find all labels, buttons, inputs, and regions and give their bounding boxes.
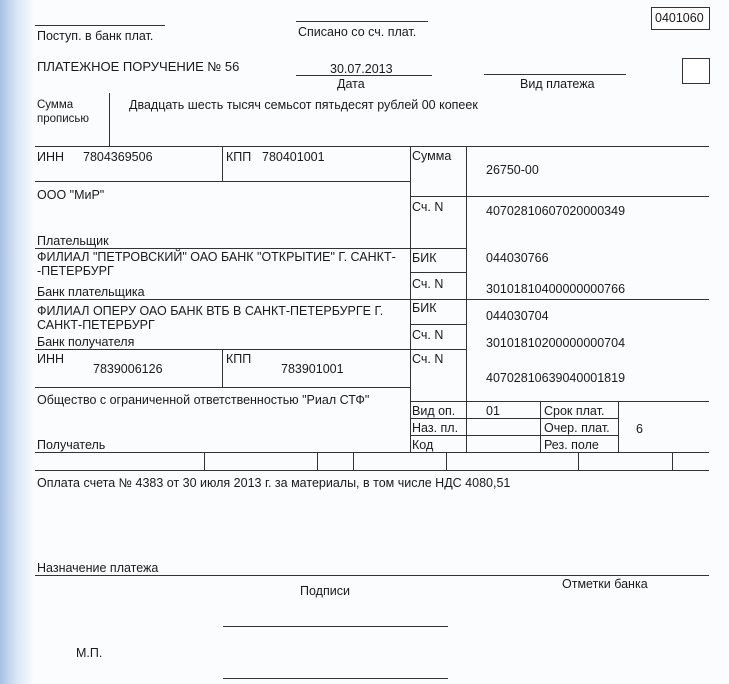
payee-role-label: Получатель (37, 438, 106, 452)
payer-bank-name: ФИЛИАЛ "ПЕТРОВСКИЙ" ОАО БАНК "ОТКРЫТИЕ" Г. САНКТ- -ПЕТЕРБУРГ (37, 250, 396, 278)
grid-line (410, 435, 618, 436)
sum-value: 26750-00 (486, 163, 539, 177)
signature-line-1 (223, 626, 448, 627)
payer-kpp: 780401001 (262, 150, 325, 164)
tax-field-divider (446, 452, 447, 470)
payer-role-label: Плательщик (37, 234, 109, 248)
payer-corr-account-label: Сч. N (412, 277, 444, 291)
payment-type-line (484, 74, 626, 75)
page-title: ПЛАТЕЖНОЕ ПОРУЧЕНИЕ № 56 (37, 59, 240, 74)
payer-corr-account: 30101810400000000766 (486, 282, 626, 296)
reserve-label: Рез. поле (544, 438, 599, 452)
payee-bank-name: ФИЛИАЛ ОПЕРУ ОАО БАНК ВТБ В САНКТ-ПЕТЕРБУРГЕ Г. САНКТ-ПЕТЕРБУРГ (37, 304, 384, 332)
grid-line (410, 196, 709, 197)
stamp-label: М.П. (76, 646, 103, 660)
payee-bik-label: БИК (412, 301, 437, 315)
payment-type-box (682, 58, 710, 84)
op-type: 01 (486, 404, 500, 418)
amount-words-label: Сумма (37, 99, 74, 111)
payer-bik-label: БИК (412, 251, 437, 265)
payee-inn: 7839006126 (93, 362, 163, 376)
payer-account-label: Сч. N (412, 200, 444, 214)
date-label: Дата (337, 77, 365, 91)
sum-label: Сумма (412, 149, 452, 163)
document-date: 30.07.2013 (330, 62, 393, 76)
priority-value: 6 (636, 422, 643, 436)
payee-corr-account-label: Сч. N (412, 328, 444, 342)
payer-inn: 7804369506 (83, 150, 153, 164)
payer-bank-label: Банк плательщика (37, 285, 145, 299)
grid-line (410, 272, 466, 273)
amount-words-divider (109, 93, 110, 146)
form-code: 0401060 (655, 11, 704, 25)
tax-field-divider (672, 452, 673, 470)
tax-field-divider (578, 452, 579, 470)
grid-line (35, 181, 410, 182)
op-type-label: Вид оп. (412, 404, 456, 418)
grid-line (35, 452, 709, 453)
payer-inn-label: ИНН (37, 150, 65, 164)
payer-name: ООО "МиР" (37, 188, 105, 202)
payee-bik: 044030704 (486, 309, 549, 323)
bank-marks-label: Отметки банка (562, 577, 648, 591)
codes-divider-2 (618, 401, 619, 452)
payee-account-label: Сч. N (412, 352, 444, 366)
grid-line (35, 470, 709, 471)
tax-field-divider (353, 452, 354, 470)
signature-line-2 (223, 678, 448, 679)
payee-account: 40702810639040001819 (486, 371, 626, 385)
payer-kpp-label: КПП (226, 150, 252, 164)
purpose-label: Назначение платежа (37, 561, 159, 575)
payee-inn-label: ИНН (37, 352, 65, 366)
payee-name: Общество с ограниченной ответственностью "Риал СТФ" (37, 393, 370, 407)
date-line (296, 75, 432, 76)
grid-line (35, 299, 709, 300)
grid-line (35, 349, 466, 350)
amount-words-label-2: прописью (37, 113, 90, 125)
purpose-code-label: Наз. пл. (412, 421, 459, 435)
tax-field-divider (204, 452, 205, 470)
payer-kpp-divider (222, 146, 223, 181)
payer-bik: 044030766 (486, 251, 549, 265)
purpose-line (35, 575, 709, 576)
payee-kpp-label: КПП (226, 352, 252, 366)
payee-bank-label: Банк получателя (37, 335, 135, 349)
debited-label: Списано со сч. плат. (298, 25, 417, 39)
grid-line (35, 146, 709, 147)
received-line (35, 25, 165, 26)
grid-line (410, 401, 709, 402)
priority-label: Очер. плат. (544, 421, 610, 435)
payee-kpp: 783901001 (281, 362, 344, 376)
signatures-label: Подписи (300, 584, 350, 598)
debited-line (296, 21, 428, 22)
tax-field-divider (317, 452, 318, 470)
purpose-text: Оплата счета № 4383 от 30 июля 2013 г. за материалы, в том числе НДС 4080,51 (37, 476, 511, 490)
payment-type-label: Вид платежа (520, 77, 595, 91)
received-label: Поступ. в банк плат. (37, 29, 154, 43)
payer-account: 40702810607020000349 (486, 204, 626, 218)
grid-line (35, 248, 466, 249)
amount-words-value: Двадцать шесть тысяч семьсот пятьдесят рублей 00 копеек (129, 98, 478, 112)
codes-divider (540, 401, 541, 452)
grid-line (410, 324, 466, 325)
payee-kpp-divider (222, 349, 223, 387)
term-label: Срок плат. (544, 404, 605, 418)
payee-corr-account: 30101810200000000704 (486, 336, 626, 350)
grid-line (35, 387, 410, 388)
grid-line (410, 418, 618, 419)
code-label: Код (412, 438, 434, 452)
